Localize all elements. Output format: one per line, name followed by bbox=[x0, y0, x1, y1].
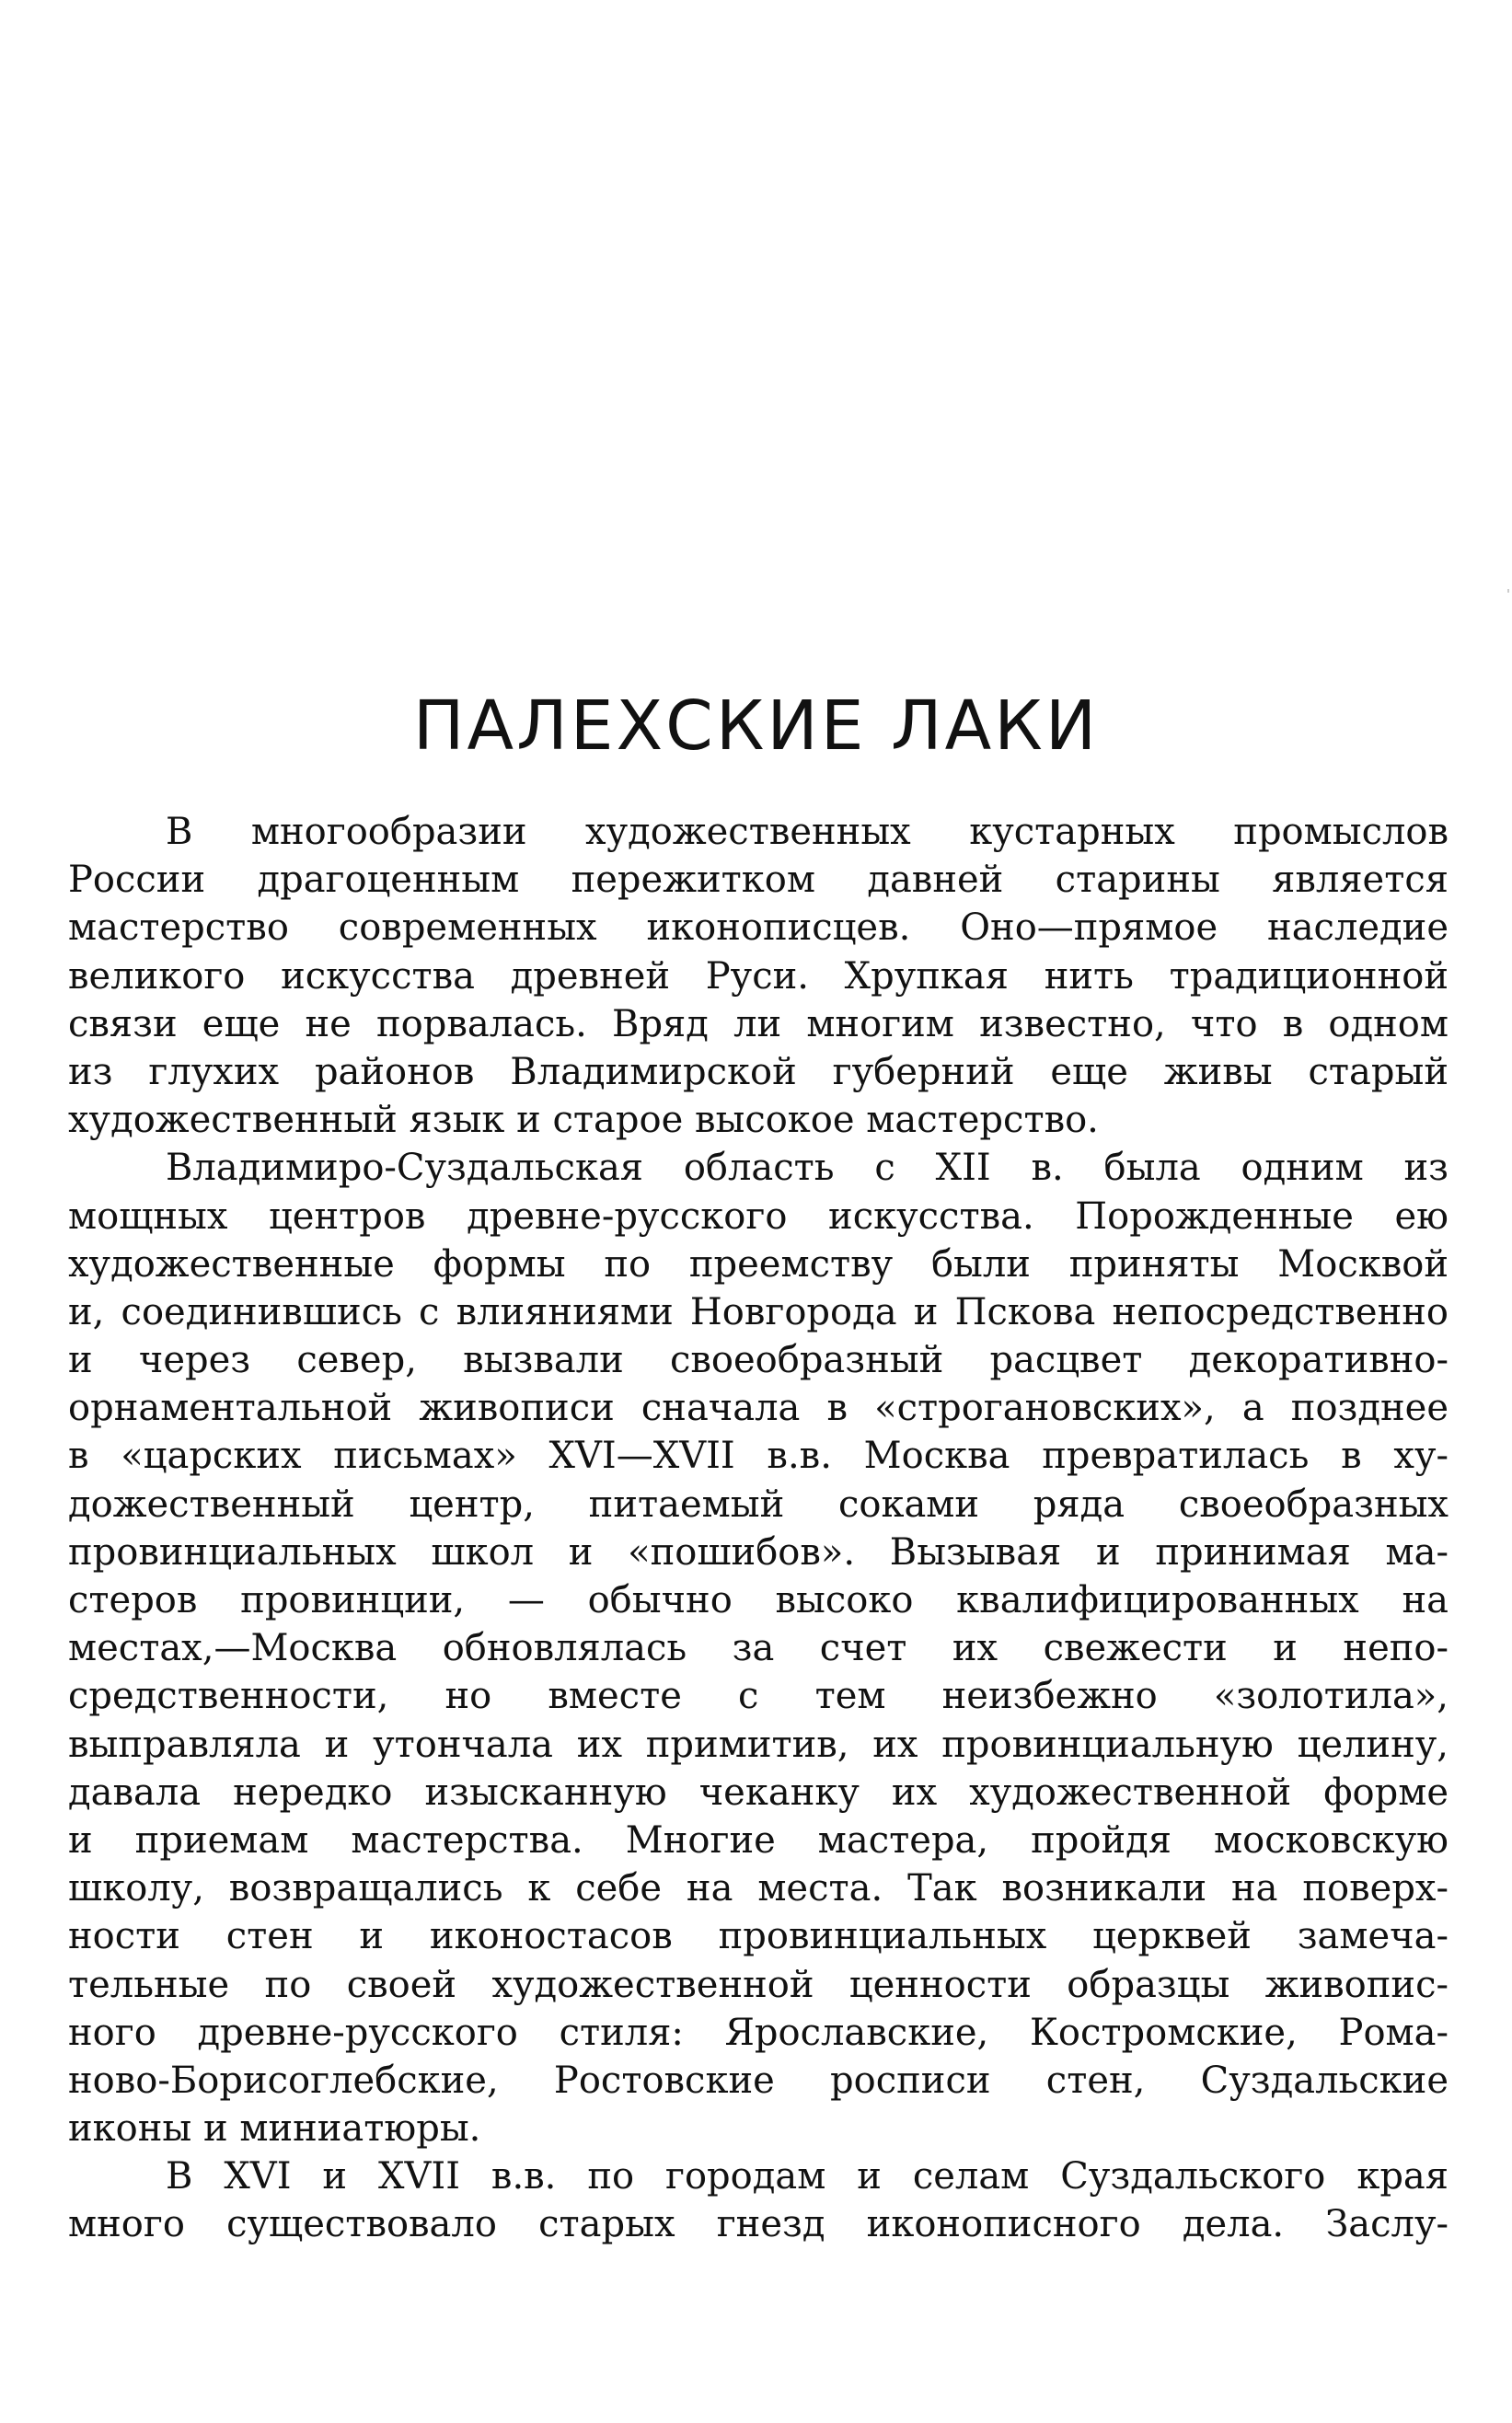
text-line: провинциальных школ и «пошибов». Вызывая и принимая ма- bbox=[68, 1530, 1449, 1574]
text-line: и через север, вызвали своеобразный расцвет декоративно- bbox=[68, 1339, 1449, 1382]
text-line: из глухих районов Владимирской губерний еще живы старый bbox=[68, 1050, 1449, 1093]
text-line: в «царских письмах» XVI—XVII в.в. Москва превратилась в ху- bbox=[68, 1435, 1449, 1478]
paragraph-2 bbox=[68, 1144, 1449, 2152]
text-line: средственности, но вместе с тем неизбежно «золотила», bbox=[68, 1675, 1449, 1718]
text-line: много существовало старых гнезд иконописного дела. Заслу- bbox=[68, 2203, 1449, 2246]
text-line: связи еще не порвалась. Вряд ли многим известно, что в одном bbox=[68, 1002, 1449, 1045]
body-text bbox=[68, 808, 1449, 2249]
text-line: ново-Борисоглебские, Ростовские росписи стен, Суздальские bbox=[68, 2059, 1449, 2102]
text-line: ного древне-русского стиля: Ярославские, Костромские, Рома- bbox=[68, 2011, 1449, 2054]
text-line: и, соединившись с влияниями Новгорода и Пскова непосредственно bbox=[68, 1290, 1449, 1333]
text-line: художественный язык и старое высокое мастерство. bbox=[68, 1099, 1099, 1142]
text-line: местах,—Москва обновлялась за счет их свежести и непо- bbox=[68, 1627, 1449, 1670]
text-line: В многообразии художественных кустарных промыслов bbox=[166, 811, 1449, 853]
text-line: мощных центров древне-русского искусства. Порожденные ею bbox=[68, 1194, 1449, 1238]
text-line: художественные формы по преемству были приняты Москвой bbox=[68, 1242, 1449, 1286]
text-line: России драгоценным пережитком давней старины является bbox=[68, 859, 1449, 902]
text-line: великого искусства древней Руси. Хрупкая нить традиционной bbox=[68, 954, 1449, 998]
text-line: Владимиро-Суздальская область с XII в. была одним из bbox=[166, 1147, 1449, 1190]
scan-edge-mark bbox=[1507, 589, 1509, 593]
text-line: мастерство современных иконописцев. Оно—прямое наследие bbox=[68, 906, 1449, 950]
paragraph-1 bbox=[68, 808, 1449, 1144]
text-line: дожественный центр, питаемый соками ряда своеобразных bbox=[68, 1483, 1449, 1526]
text-line: и приемам мастерства. Многие мастера, пройдя московскую bbox=[68, 1818, 1449, 1862]
paragraph-3 bbox=[68, 2152, 1449, 2248]
text-line: давала нередко изысканную чеканку их художественной форме bbox=[68, 1771, 1449, 1814]
text-line: выправляла и утончала их примитив, их провинциальную целину, bbox=[68, 1723, 1449, 1766]
text-line: стеров провинции, — обычно высоко квалифицированных на bbox=[68, 1579, 1449, 1621]
text-line: тельные по своей художественной ценности образцы живопис- bbox=[68, 1963, 1449, 2006]
text-line: школу, возвращались к себе на места. Так возникали на поверх- bbox=[68, 1867, 1449, 1910]
page-title: ПАЛЕХСКИЕ ЛАКИ bbox=[412, 687, 1100, 766]
text-line: иконы и миниатюры. bbox=[68, 2107, 481, 2151]
text-line: орнаментальной живописи сначала в «строгановских», а позднее bbox=[68, 1387, 1449, 1430]
text-line: ности стен и иконостасов провинциальных церквей замеча- bbox=[68, 1915, 1449, 1958]
text-line: В XVI и XVII в.в. по городам и селам Суздальского края bbox=[166, 2155, 1449, 2198]
